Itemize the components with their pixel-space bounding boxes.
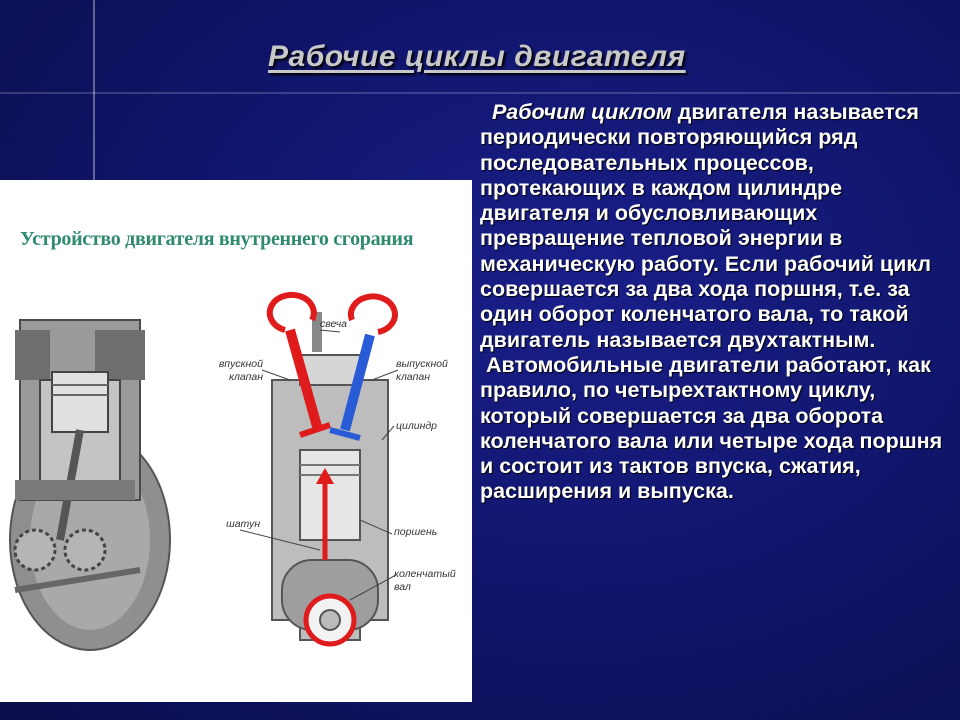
label-cylinder: цилиндр [396, 420, 438, 432]
cylinder-schematic [240, 295, 398, 644]
figure-caption: Устройство двигателя внутреннего сгорания [20, 228, 414, 250]
label-intake-valve: впускной клапан [218, 358, 263, 383]
label-crankshaft: коленчатый вал [394, 568, 456, 593]
engine-illustration [0, 180, 472, 702]
horizontal-rule [0, 92, 960, 94]
body-text [480, 100, 950, 505]
slide-title: Рабочие циклы двигателя [268, 40, 686, 73]
paragraph-1-emphasis: Рабочим циклом [491, 100, 672, 124]
engine-cutaway [10, 320, 170, 650]
paragraph-2-text: Автомобильные двигатели работают, как правило, по четырехтактному циклу, который совершается за два оборота коленчатого вала или четыре хода поршня и состоит из тактов впуска, сжатия, расширения и выпуска. [480, 352, 943, 504]
paragraph-1 [480, 100, 950, 353]
label-spark-plug: свеча [320, 318, 348, 330]
label-exhaust-valve: выпускной клапан [396, 358, 448, 383]
label-piston: поршень [394, 526, 438, 538]
label-connecting-rod: шатун [226, 518, 261, 530]
paragraph-1-rest: двигателя называется периодически повторяющийся ряд последовательных процессов, протекающих в каждом цилиндре двигателя и обусловливающих превращение тепловой энергии в механическую работу. Если рабочий цикл совершается за два хода поршня, т.е. за один оборот коленчатого вала, то такой двигатель называется двухтактным. [480, 100, 932, 352]
vertical-rule [93, 0, 95, 180]
paragraph-2 [480, 353, 950, 505]
